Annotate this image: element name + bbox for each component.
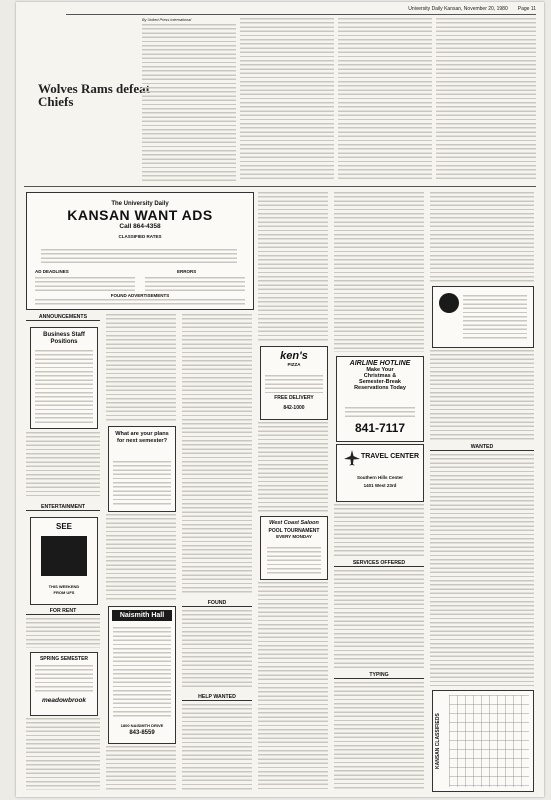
kens-phone: 842-1000: [283, 405, 305, 411]
travel-line1: Southern Hills Center: [356, 475, 403, 480]
travel-center-ad: [336, 444, 424, 502]
col6-text-1: [430, 192, 534, 282]
errors-title: ERRORS: [177, 269, 197, 274]
want-ads-small-title: The University Daily: [111, 201, 169, 207]
next-semester-ad: [108, 426, 176, 512]
services-text: [334, 570, 424, 668]
ad-logo-icon: [439, 293, 459, 313]
col2-text-3: [106, 746, 176, 790]
sports-column-2: [240, 18, 334, 182]
page-number: Page 11: [517, 6, 536, 12]
col5-text-1: [334, 192, 424, 352]
kens-delivery: FREE DELIVERY: [274, 395, 314, 401]
spring-semester-title: SPRING SEMESTER: [39, 656, 89, 662]
kansan-classifieds-ad: [432, 690, 534, 792]
west-coast-line2: EVERY MONDAY: [276, 534, 312, 539]
kens-text: [265, 375, 323, 393]
kens-logo: ken's: [280, 350, 308, 362]
meadowbrook-logo: meadowbrook: [41, 697, 87, 704]
col2-text-2: [106, 514, 176, 602]
sports-column-3: [338, 18, 432, 182]
west-coast-title: West Coast Saloon: [269, 520, 319, 526]
airline-line4: Reservations Today: [354, 385, 406, 391]
newspaper-page: [16, 2, 544, 797]
airline-text: [345, 407, 415, 417]
deadlines-text: [35, 277, 135, 291]
found-text-col: [182, 610, 252, 690]
business-title: Business Staff Positions: [43, 332, 85, 345]
naismith-title: Naismith Hall: [112, 610, 172, 621]
naismith-text: [113, 627, 171, 719]
naismith-address: 1800 NAISMITH DRIVE: [120, 723, 164, 728]
travel-line2: 1401 West 23rd: [363, 483, 397, 488]
col4-text-2: [258, 422, 328, 512]
see-photo: [41, 536, 87, 576]
want-ads-phone: Call 864-4358: [119, 223, 161, 230]
airline-phone: 841-7117: [354, 421, 406, 435]
for-rent-text-1: [26, 618, 100, 648]
for-rent-header: FOR RENT: [26, 608, 100, 615]
col3-text-1: [182, 314, 252, 594]
wanted-text: [430, 454, 534, 686]
wanted-header: WANTED: [430, 444, 534, 451]
west-coast-text: [267, 547, 321, 575]
col2-text-1: [106, 314, 176, 422]
found-title: FOUND ADVERTISEMENTS: [110, 293, 170, 298]
naismith-phone: 843-8559: [129, 730, 155, 736]
help-wanted-text-1: [182, 704, 252, 790]
col5-text-2: [334, 504, 424, 556]
west-coast-saloon-ad: [260, 516, 328, 580]
business-ad: [30, 327, 98, 429]
airline-line3: Semester-Break: [359, 379, 401, 385]
services-offered-header: SERVICES OFFERED: [334, 560, 424, 567]
paper-name: University Daily Kansan, November 20, 1980: [408, 6, 508, 12]
spring-semester-ad: [30, 652, 98, 716]
col6-text-2: [430, 350, 534, 440]
announcements-text: [26, 432, 100, 496]
west-coast-line1: POOL TOURNAMENT: [268, 528, 320, 534]
sports-credit: By United Press International: [142, 18, 192, 22]
deadlines-title: AD DEADLINES: [35, 269, 69, 274]
typing-header: TYPING: [334, 672, 424, 679]
airline-line1: Make Your: [366, 367, 394, 373]
next-semester-text: [113, 461, 171, 507]
see-line1: THIS WEEKEND: [48, 584, 80, 589]
next-semester-title: What are your plans for next semester?: [115, 431, 169, 444]
sports-column-1: [142, 24, 236, 182]
sports-column-4: [436, 18, 536, 182]
see-line2: FROM UFS: [53, 590, 75, 595]
col4-text-1: [258, 192, 328, 342]
col6-ad-text: [463, 295, 527, 341]
help-wanted-header: HELP WANTED: [182, 694, 252, 701]
airline-line2: Christmas &: [363, 373, 397, 379]
naismith-ad: [108, 606, 176, 744]
for-rent-text-2: [26, 718, 100, 790]
kens-sub: PIZZA: [287, 362, 301, 367]
found-text: [35, 299, 245, 307]
business-text: [35, 350, 93, 424]
want-ads-title: KANSAN WANT ADS: [67, 207, 213, 223]
announcements-header: ANNOUNCEMENTS: [26, 314, 100, 321]
see-ad: [30, 517, 98, 605]
spring-semester-text: [35, 665, 93, 693]
page-header: [66, 6, 536, 15]
rates-table: [41, 249, 237, 265]
rates-title: CLASSIFIED RATES: [118, 234, 162, 239]
classified-form-grid: [449, 695, 529, 787]
entertainment-header: ENTERTAINMENT: [26, 504, 100, 511]
sports-headline: Wolves Rams defeat Chiefs: [38, 81, 150, 109]
want-ads-box: [26, 192, 254, 310]
travel-title: TRAVEL CENTER: [360, 453, 420, 460]
see-word: SEE: [55, 522, 72, 531]
errors-text: [145, 277, 245, 291]
typing-text: [334, 682, 424, 790]
divider: [24, 186, 536, 187]
col4-text-3: [258, 582, 328, 790]
classifieds-vertical-label: KANSAN CLASSIFIEDS: [435, 713, 441, 769]
airline-hotline-ad: [336, 356, 424, 442]
airline-title: AIRLINE HOTLINE: [349, 360, 411, 367]
col6-ad: [432, 286, 534, 348]
found-header: FOUND: [182, 600, 252, 607]
kens-pizza-ad: [260, 346, 328, 420]
